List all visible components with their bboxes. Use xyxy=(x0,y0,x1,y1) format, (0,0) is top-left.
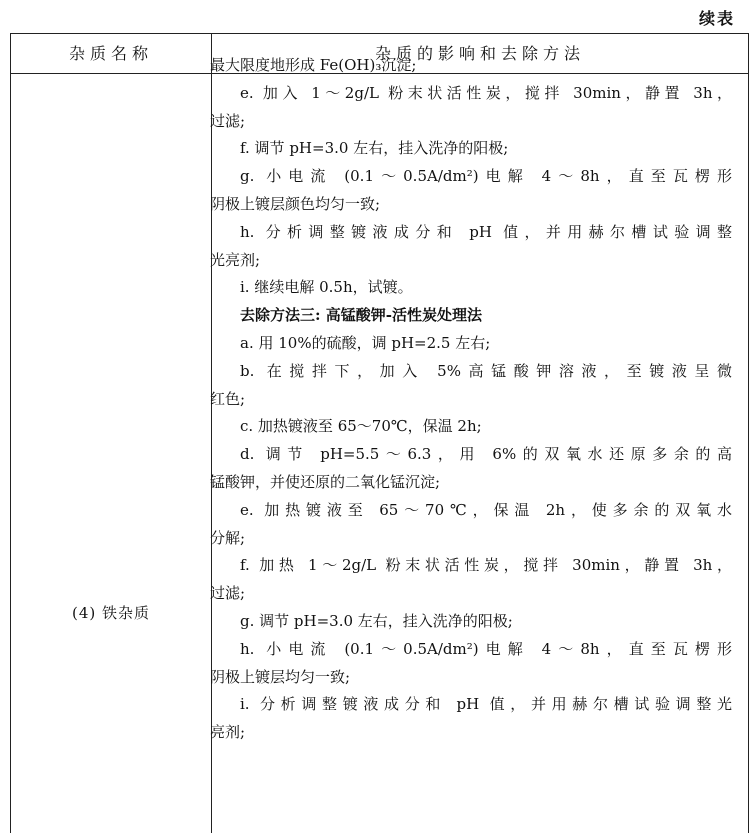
impurity-name-cell xyxy=(11,74,212,833)
text-line: f. 加热 1～2g/L 粉末状活性炭，搅拌 30min，静置 3h， xyxy=(240,556,732,575)
text-line: e. 加入 1～2g/L 粉末状活性炭，搅拌 30min，静置 3h， xyxy=(240,83,732,102)
text-line: 去除方法三: 高锰酸钾-活性炭处理法 xyxy=(240,306,482,325)
text-line: i. 分析调整镀液成分和 pH 值，并用赫尔槽试验调整光 xyxy=(240,695,732,714)
text-line: d. 调节 pH=5.5～6.3，用 6%的双氧水还原多余的高 xyxy=(240,445,732,464)
text-line: 阴极上镀层均匀一致; xyxy=(210,667,351,686)
text-line: b. 在搅拌下，加入 5%高锰酸钾溶液，至镀液呈微 xyxy=(240,361,732,380)
text-line: 最大限度地形成 Fe(OH)₃沉淀; xyxy=(210,56,417,74)
text-line: h. 小电流 (0.1～0.5A/dm²)电解 4～8h，直至瓦楞形 xyxy=(240,639,732,658)
text-line: 过滤; xyxy=(210,584,246,603)
text-line: 分解; xyxy=(210,528,246,547)
header-impurity-name: 杂质名称 xyxy=(11,34,212,73)
text-line: e. 加热镀液至 65～70℃，保温 2h，使多余的双氧水 xyxy=(240,500,732,519)
text-line: g. 小电流 (0.1～0.5A/dm²)电解 4～8h，直至瓦楞形 xyxy=(240,167,732,186)
text-line: f. 调节 pH=3.0 左右，挂入洗净的阳极; xyxy=(240,139,509,158)
text-line: 光亮剂; xyxy=(210,250,261,269)
header-effect-and-removal: 杂质的影响和去除方法 xyxy=(374,44,585,63)
text-line: a. 用 10%的硫酸，调 pH=2.5 左右; xyxy=(240,333,491,352)
text-line: i. 继续电解 0.5h，试镀。 xyxy=(240,278,413,297)
continued-label: 续表 xyxy=(698,9,735,28)
text-line: 亮剂; xyxy=(210,723,246,742)
text-line: g. 调节 pH=3.0 左右，挂入洗净的阳极; xyxy=(240,611,513,630)
text-line: 红色; xyxy=(210,389,246,408)
impurity-name: (4) 铁杂质 xyxy=(71,604,151,622)
text-line: 过滤; xyxy=(210,111,246,130)
removal-methods-text xyxy=(210,52,732,747)
text-line: c. 加热镀液至 65～70℃，保温 2h; xyxy=(240,417,482,436)
text-line: 阴极上镀层颜色均匀一致; xyxy=(210,194,381,213)
text-line: h. 分析调整镀液成分和 pH 值，并用赫尔槽试验调整 xyxy=(240,222,732,241)
text-line: 锰酸钾，并使还原的二氧化锰沉淀; xyxy=(210,472,441,491)
